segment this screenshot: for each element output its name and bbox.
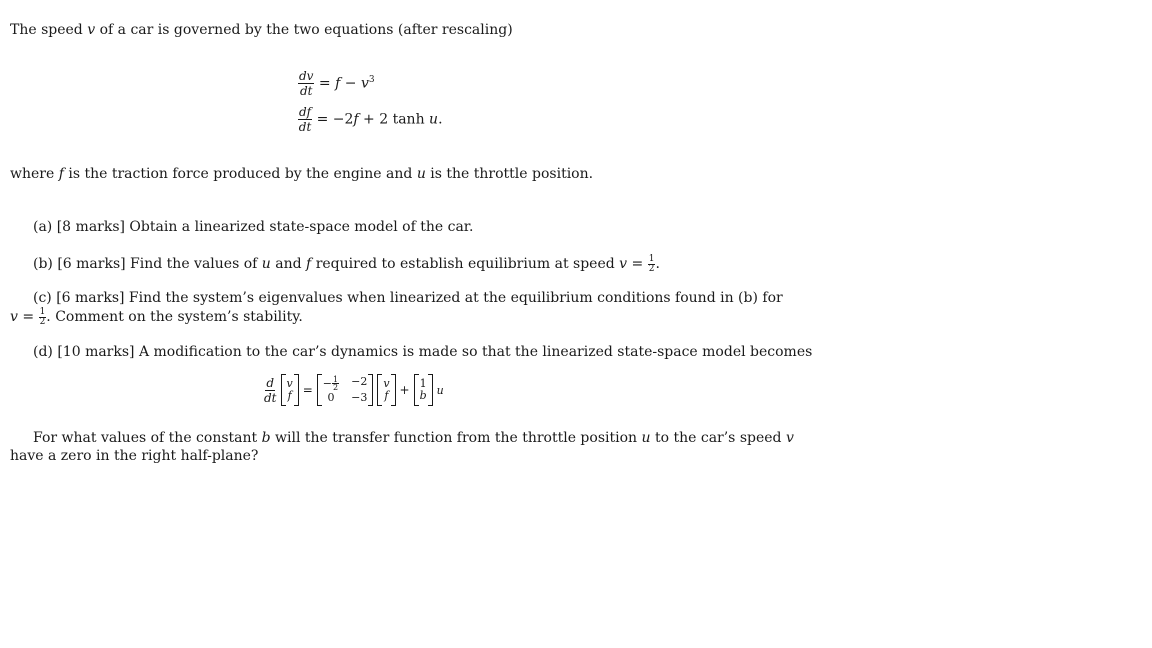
part-b: (b) [6 marks] Find the values of u and f required to establish equilibrium at speed v = $\frac{1}{2}$ . [33,254,660,274]
equation-df-dt: $\frac{df}{dt}$ = −2f + 2 tanh u. [298,105,443,134]
b-vector: 1 b [414,374,433,406]
d-dt-operator: $\frac{d}{dt}$ [264,375,277,405]
matrix-equation: $\frac{d}{dt}$ v f = − $\frac{1}{2}$ −2 0 −3 v f + 1 b u [264,374,444,405]
a-matrix: − $\frac{1}{2}$ −2 0 −3 [317,374,374,406]
intro-text: The speed v of a car is governed by the two equations (after rescaling) [10,22,513,38]
part-c-line2: v = $\frac{1}{2}$ . Comment on the system’s stability. [10,307,303,327]
part-c-line1: (c) [6 marks] Find the system’s eigenvalues when linearized at the equilibrium conditions found in (b) for [33,290,783,306]
part-d: (d) [10 marks] A modification to the car’s dynamics is made so that the linearized state-space model becomes [33,344,813,360]
state-vector-2: v f [377,374,395,406]
state-vector: v f [281,374,299,406]
part-d-question-line1: For what values of the constant b will the transfer function from the throttle position u to the car’s speed v [33,430,794,446]
part-a: (a) [8 marks] Obtain a linearized state-space model of the car. [33,219,474,235]
where-text: where f is the traction force produced by the engine and u is the throttle position. [10,166,594,182]
equation-dv-dt: $\frac{dv}{dt}$ = $f - v^3$ [299,69,375,98]
part-d-question-line2: have a zero in the right half-plane? [10,448,259,464]
